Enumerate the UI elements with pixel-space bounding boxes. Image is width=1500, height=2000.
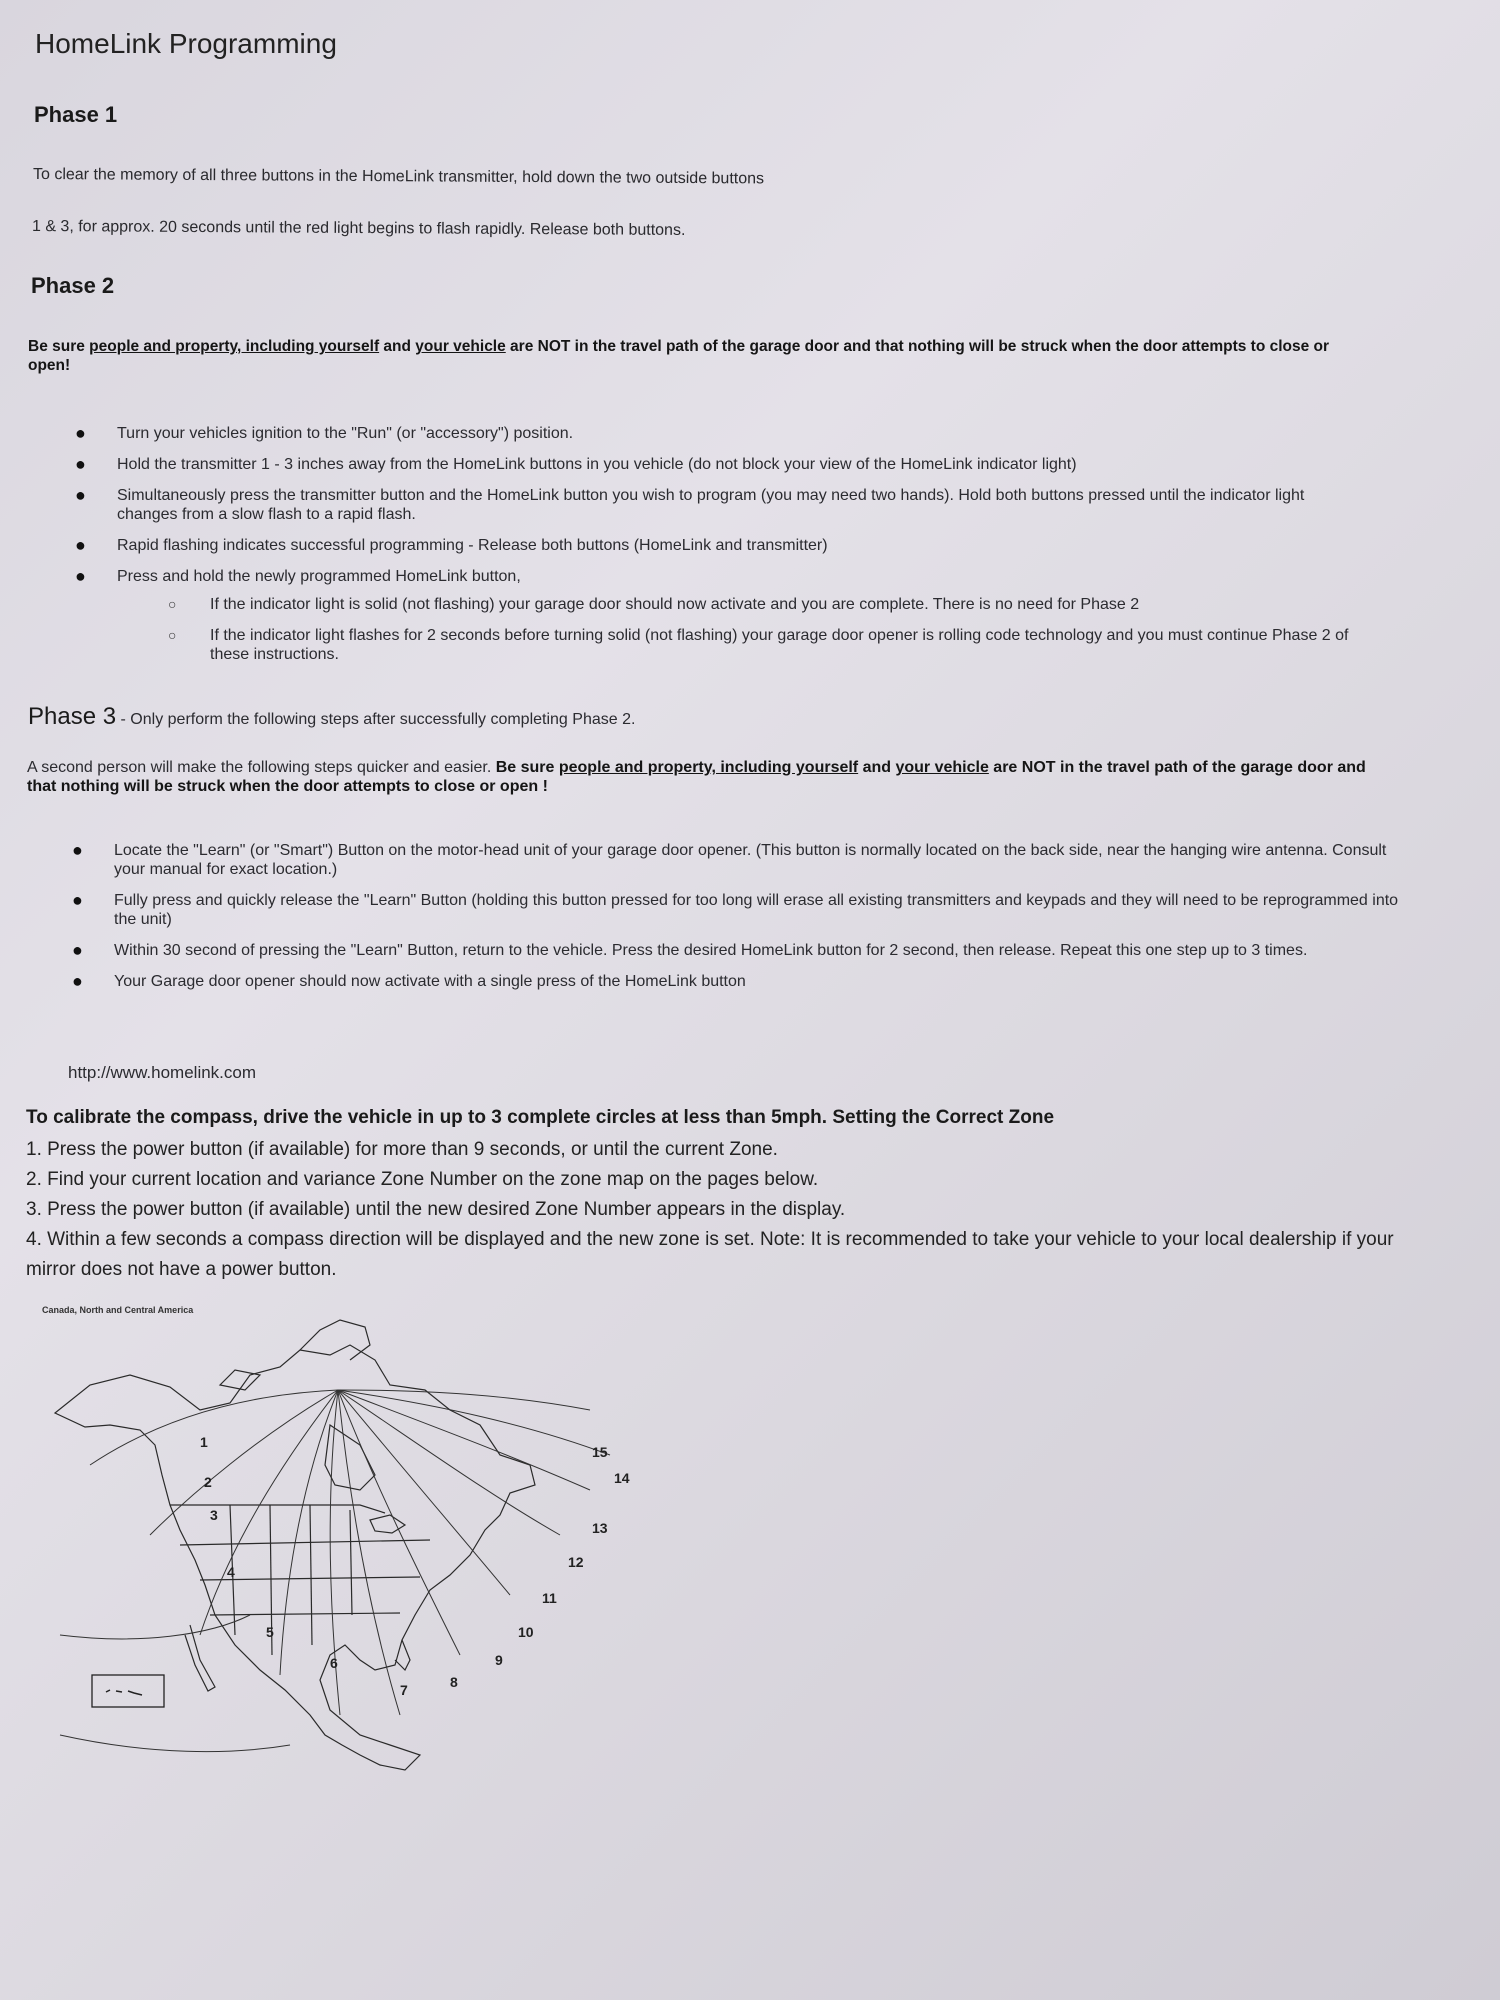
zone-label: 2 xyxy=(204,1474,212,1490)
zone-label: 5 xyxy=(266,1624,274,1640)
phase3-heading: Phase 3 - Only perform the following steps after successfully completing Phase 2. xyxy=(28,703,636,730)
phase1-line2: 1 & 3, for approx. 20 seconds until the red light begins to flash rapidly. Release both buttons. xyxy=(31,218,686,239)
list-item: ● Press and hold the newly programmed HomeLink button, xyxy=(75,566,521,586)
zone-label: 14 xyxy=(614,1470,630,1486)
zone-label: 3 xyxy=(210,1507,218,1523)
calibrate-steps xyxy=(26,1135,1446,1285)
phase1-heading: Phase 1 xyxy=(34,102,118,127)
zone-label: 12 xyxy=(568,1554,584,1570)
phase2-sub-list xyxy=(168,595,1390,676)
phase1-line1: To clear the memory of all three buttons in the HomeLink transmitter, hold down the two outside buttons xyxy=(32,166,765,188)
zone-label: 10 xyxy=(518,1624,534,1640)
zone-label: 6 xyxy=(330,1655,338,1671)
zone-labels xyxy=(200,1434,630,1698)
homelink-url: http://www.homelink.com xyxy=(68,1063,257,1082)
phase3-intro: A second person will make the following steps quicker and easier. Be sure people and property, including yourself and your vehicle are NOT in the travel path of the garage door and that nothing will be struck when the door attempts to close or open ! xyxy=(27,759,1366,795)
zone-label: 9 xyxy=(495,1652,503,1668)
phase3-bullet-list xyxy=(72,840,1404,1003)
zone-label: 7 xyxy=(400,1682,408,1698)
zone-label: 8 xyxy=(450,1674,458,1690)
inset-box xyxy=(92,1675,164,1707)
list-item: ● Turn your vehicles ignition to the "Run" (or "accessory") position. xyxy=(75,423,574,443)
zone-label: 13 xyxy=(592,1520,608,1536)
phase2-warning: Be sure people and property, including yourself and your vehicle are NOT in the travel path of the garage door and that nothing will be struck when the door attempts to close or open! xyxy=(28,338,1330,374)
map-caption: Canada, North and Central America xyxy=(42,1305,194,1315)
list-item: ● Rapid flashing indicates successful programming - Release both buttons (HomeLink and transmitter) xyxy=(75,535,828,555)
page-title: HomeLink Programming xyxy=(35,28,337,59)
zone-label: 4 xyxy=(227,1564,235,1580)
zone-map xyxy=(30,1315,670,1855)
calibrate-step: 3. Press the power button (if available) until the new desired Zone Number appears in the display. xyxy=(26,1199,846,1220)
phase2-heading: Phase 2 xyxy=(31,273,115,298)
calibrate-step: 2. Find your current location and variance Zone Number on the zone map on the pages below. xyxy=(26,1169,819,1190)
calibrate-heading: To calibrate the compass, drive the vehicle in up to 3 complete circles at less than 5mph. Setting the Correct Zone xyxy=(26,1107,1055,1128)
list-item: ● Simultaneously press the transmitter button and the HomeLink button you wish to program (you may need two hands). Hold both buttons pressed until the indicator light changes from a slow flash to a rapid flash. xyxy=(75,485,1305,523)
zone-label: 1 xyxy=(200,1434,208,1450)
list-item: ○ If the indicator light flashes for 2 seconds before turning solid (not flashing) your garage door opener is rolling code technology and you must continue Phase 2 of these instructions. xyxy=(168,627,1349,663)
zone-lines xyxy=(60,1390,610,1752)
list-item: ○ If the indicator light is solid (not flashing) your garage door should now activate and you are complete. There is no need for Phase 2 xyxy=(168,596,1140,613)
list-item: ● Locate the "Learn" (or "Smart") Button on the motor-head unit of your garage door opener. (This button is normally located on the back side, near the hanging wire antenna. Consult your manual for exact location.) xyxy=(72,840,1387,878)
list-item: ● Hold the transmitter 1 - 3 inches away from the HomeLink buttons in you vehicle (do not block your view of the HomeLink indicator light) xyxy=(75,454,1077,474)
list-item: ● Within 30 second of pressing the "Learn" Button, return to the vehicle. Press the desired HomeLink button for 2 second, then release. Repeat this one step up to 3 times. xyxy=(72,940,1308,960)
list-item: ● Your Garage door opener should now activate with a single press of the HomeLink button xyxy=(72,971,746,991)
list-item: ● Fully press and quickly release the "Learn" Button (holding this button pressed for too long will erase all existing transmitters and keypads and they will need to be reprogrammed into the unit) xyxy=(72,890,1399,928)
zone-label: 11 xyxy=(542,1590,557,1606)
phase2-bullet-list xyxy=(75,423,1337,598)
calibrate-step: 4. Within a few seconds a compass direction will be displayed and the new zone is set. Note: It is recommended to take your vehicle to your local dealership if your mirror does not have a power button. xyxy=(26,1229,1394,1280)
calibrate-step: 1. Press the power button (if available) for more than 9 seconds, or until the current Zone. xyxy=(26,1139,778,1160)
zone-label: 15 xyxy=(592,1444,608,1460)
